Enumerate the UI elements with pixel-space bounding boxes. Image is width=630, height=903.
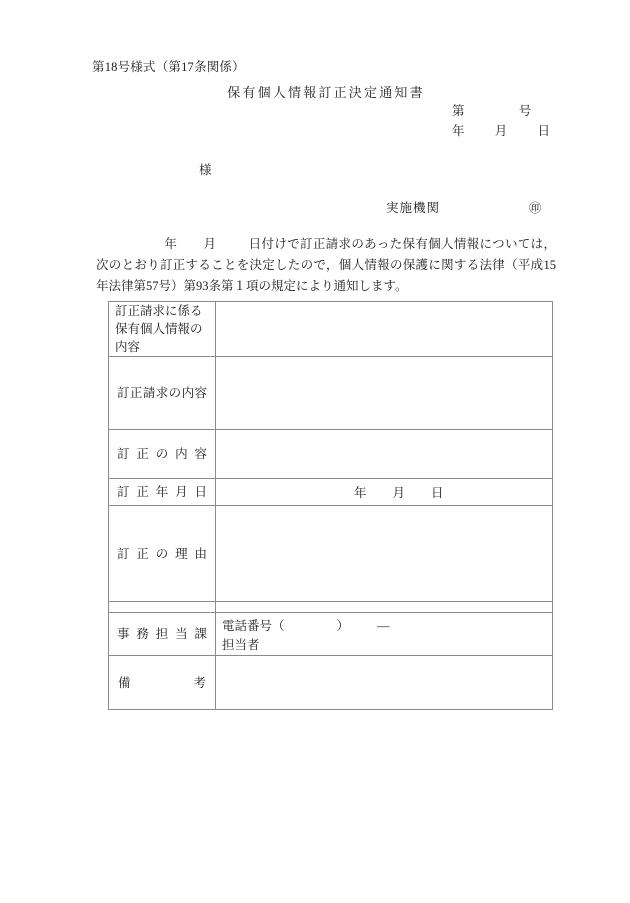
row-label-remarks [109, 656, 216, 710]
phone-close-paren: ） [336, 619, 350, 633]
table-row [109, 656, 553, 710]
phone-number-line [222, 617, 546, 636]
issuing-agency-label: 実施機関 [386, 201, 441, 215]
table-row [109, 302, 553, 357]
document-number-prefix: 第 [452, 104, 465, 118]
date-day-label: 日 [537, 124, 551, 138]
correction-date-blank [222, 486, 444, 500]
row-value-request-content[interactable] [216, 357, 553, 430]
table-row [109, 479, 553, 506]
seal-icon: ㊞ [529, 201, 542, 215]
row-value-remarks[interactable] [216, 656, 553, 710]
row-value-correction-date[interactable] [216, 479, 553, 506]
row-label-request-target-content [109, 302, 216, 357]
row-label-text: 訂正年月日 [117, 485, 207, 499]
document-number-suffix: 号 [518, 104, 532, 118]
body-line2-text: り訂正することを決定したので，個人情報の保護に関する法律（平成15年法律第57号） [96, 258, 556, 293]
body-year-label: 年 [164, 237, 178, 251]
table-row [109, 430, 553, 479]
phone-label: 電話番号（ [222, 619, 285, 633]
body-month-label: 月 [203, 237, 217, 251]
document-number-line [452, 101, 531, 119]
row-label-correction-date [109, 479, 216, 506]
document-date-line [452, 121, 550, 139]
phone-dash: — [377, 619, 390, 633]
date-month-label: 月 [494, 124, 508, 138]
body-line3-text: 第93条第１項の規定により通知します。 [183, 279, 408, 293]
row-label-text: 訂正請求の内容 [117, 386, 207, 400]
table-row [109, 613, 553, 656]
spacer-label-cell [109, 602, 216, 613]
date-year-label: 年 [452, 124, 465, 138]
row-label-correction-content [109, 430, 216, 479]
row-label-text: 事務担当課 [117, 627, 207, 641]
table-row [109, 506, 553, 602]
row-label-text: 訂正の理由 [117, 546, 207, 561]
spacer-value-cell [216, 602, 553, 613]
row-label-text: 備考 [118, 675, 206, 690]
table-row [109, 357, 553, 430]
form-number: 第18号様式（第17条関係） [92, 60, 245, 74]
body-line1-text: 日付けで訂正請求のあった保有個人情報については，次のとお [96, 237, 556, 272]
body-paragraph [96, 234, 556, 297]
row-label-correction-reason [109, 506, 216, 602]
row-value-responsible-division[interactable] [216, 613, 553, 656]
addressee-honorific: 様 [199, 163, 212, 177]
correction-date-day: 日 [431, 486, 444, 500]
document-title: 保有個人情報訂正決定通知書 [227, 85, 425, 100]
notification-details-table [108, 301, 553, 710]
row-value-correction-reason[interactable] [216, 506, 553, 602]
row-label-text: 訂正の内容 [117, 447, 207, 461]
contact-person-label: 担当者 [222, 638, 260, 652]
row-label-request-content [109, 357, 216, 430]
row-value-correction-content[interactable] [216, 430, 553, 479]
row-value-request-target-content[interactable] [216, 302, 553, 357]
row-label-text: 訂正請求に係る保有個人情報の内容 [115, 304, 203, 354]
correction-date-year: 年 [354, 486, 367, 500]
table-row-spacer [109, 602, 553, 613]
issuing-agency-line [386, 198, 541, 216]
correction-date-month: 月 [392, 486, 406, 500]
row-label-responsible-division [109, 613, 216, 656]
